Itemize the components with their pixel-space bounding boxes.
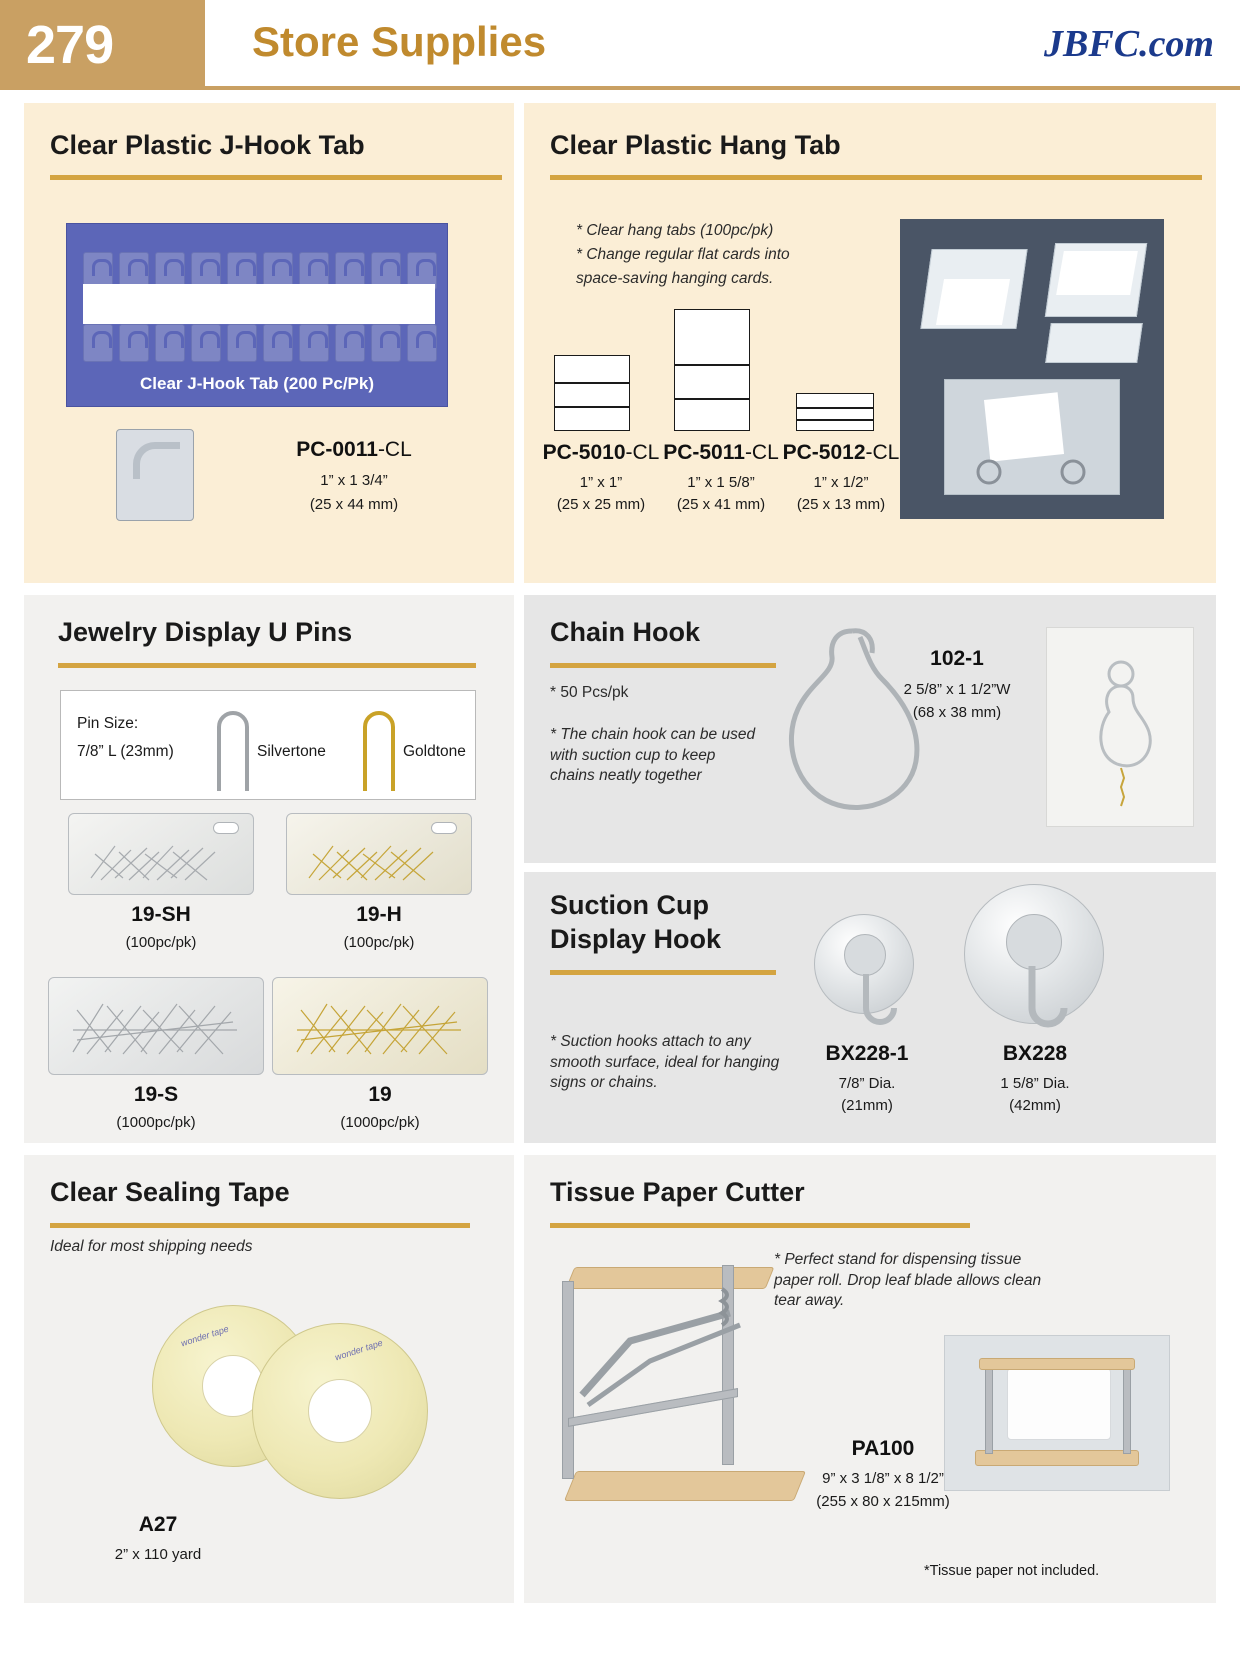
section-suction [524,872,1216,1143]
hangtab-code-2-suffix: -CL [865,441,900,464]
upins-code-3: 19 [368,1083,392,1106]
chainhook-dims-mm: (68 x 38 mm) [912,704,1002,721]
jhook-tab [155,324,185,362]
hangtab-dims-2-in: 1” x 1/2” [813,474,869,491]
section-chainhook-rule [550,663,776,668]
section-cutter [524,1155,1216,1603]
suction-cup-large-center [1006,914,1062,970]
hangtab-hook-illustration [945,380,1121,496]
section-tape-title: Clear Sealing Tape [50,1177,290,1207]
suction-code-1: BX228 [1002,1042,1068,1065]
jhook-white-strip [83,284,435,324]
suction-small-hook-icon [854,972,914,1042]
jhook-tab [227,324,257,362]
suction-dims-0-mm: (21mm) [841,1097,893,1114]
chainhook-note-2: * The chain hook can be used with suction cup to keep chains neatly together [550,726,756,785]
hangtab-card-5011 [674,309,750,431]
jhook-dims-in: 1” x 1 3/4” [320,472,388,489]
chainhook-code: 102-1 [930,647,984,670]
hangtab-dims-1-in: 1” x 1 5/8” [687,474,755,491]
jhook-tab [119,324,149,362]
upins-qty-3: (1000pc/pk) [340,1114,420,1131]
chainhook-dims-in: 2 5/8” x 1 1/2”W [903,681,1011,698]
jhook-tab [335,324,365,362]
suction-cup-small-center [844,934,886,976]
brand-logo: JBFC.com [1044,23,1214,65]
section-cutter-rule [550,1223,970,1228]
hangtab-liner-left [936,279,1010,325]
hangtab-card-5012 [796,393,874,431]
upins-finish-gold: Goldtone [403,743,466,760]
hangtab-dims-2-mm: (25 x 13 mm) [796,496,886,513]
hangtab-note-2: * Change regular flat cards into [576,246,790,263]
suction-note: * Suction hooks attach to any smooth surface, ideal for hanging signs or chains. [550,1033,780,1092]
section-suction-title-line1: Suction Cup [550,890,709,920]
hangtab-card-5010 [554,355,630,431]
section-chainhook [524,595,1216,863]
jhook-tab [299,324,329,362]
section-upins-title: Jewelry Display U Pins [58,617,353,647]
tape-code: A27 [138,1513,178,1536]
page-number: 279 [26,15,114,75]
section-chainhook-title: Chain Hook [550,617,701,647]
tissue-roll [1007,1368,1111,1440]
header-divider [0,86,1240,90]
upins-pack-19h [286,813,472,895]
pack-hang-hole [431,822,457,834]
page-header [0,0,1240,88]
silver-pins-fill [85,838,235,888]
jhook-tab [371,324,401,362]
cutter-note: * Perfect stand for dispensing tissue paper roll. Drop leaf blade allows clean tear away. [774,1251,1042,1310]
upins-pack-19sh [68,813,254,895]
cutter-footnote: *Tissue paper not included. [924,1563,1100,1579]
section-suction-rule [550,970,776,975]
section-jhook-rule [50,175,502,180]
pack-hang-hole [213,822,239,834]
chainhook-note-1: * 50 Pcs/pk [550,684,629,701]
suction-dims-1-in: 1 5/8” Dia. [1000,1075,1070,1092]
section-upins-rule [58,663,476,668]
jhook-product-photo [66,223,448,407]
hangtab-stack-right-lower [1045,323,1143,363]
section-cutter-title: Tissue Paper Cutter [550,1177,805,1207]
hangtab-code-0-suffix: -CL [625,441,660,464]
jhook-closeup-icon [116,429,194,521]
upins-qty-1: (100pc/pk) [343,934,415,951]
suction-code-0: BX228-1 [825,1042,909,1065]
jhook-tab [407,324,437,362]
hangtab-code-0-main: PC-5010 [542,441,626,464]
hangtab-dims-1-mm: (25 x 41 mm) [676,496,766,513]
upins-pinsize-value: 7/8” L (23mm) [77,743,174,760]
cutter-dims-mm: (255 x 80 x 215mm) [816,1493,950,1510]
upins-code-0: 19-SH [131,903,191,926]
suction-dims-1-mm: (42mm) [1009,1097,1061,1114]
tape-brand-text-front: wonder tape [333,1337,384,1363]
jhook-tab [83,324,113,362]
section-suction-title-line2: Display Hook [550,924,722,954]
jhook-code-main: PC-0011 [296,438,378,461]
hangtab-code-2-main: PC-5012 [782,441,866,464]
chainhook-application-photo [1046,627,1194,827]
tape-brand-text-back: wonder tape [179,1323,230,1349]
jhook-tab [263,324,293,362]
section-jhook-title: Clear Plastic J-Hook Tab [50,130,365,160]
section-tape [24,1155,514,1603]
cutter-photo-post-right [1123,1366,1131,1454]
section-hangtab-rule [550,175,1202,180]
upins-pinsize-label: Pin Size: [77,715,139,732]
section-jhook [24,103,514,583]
gold-pins-fill [303,838,453,888]
hangtab-dims-0-in: 1” x 1” [579,474,623,491]
silver-pins-bulk-fill [67,996,247,1062]
hangtab-note-1: * Clear hang tabs (100pc/pk) [576,222,774,239]
chainhook-photo-art [1047,628,1195,828]
upins-size-box [60,690,476,800]
hangtab-application-photo [944,379,1120,495]
section-tape-rule [50,1223,470,1228]
jhook-code [244,438,464,462]
hangtab-code-1-main: PC-5011 [663,441,745,464]
hangtab-product-photo [900,219,1164,519]
page-title: Store Supplies [252,18,547,65]
upins-code-1: 19-H [356,903,402,926]
jhook-dims-mm: (25 x 44 mm) [309,496,399,513]
cutter-code: PA100 [851,1437,915,1460]
gold-pins-bulk-fill [291,996,471,1062]
cutter-application-photo [944,1335,1170,1491]
cutter-photo-base [975,1450,1139,1466]
hangtab-liner-right [1056,251,1138,295]
suction-dims-0-in: 7/8” Dia. [838,1075,896,1092]
upins-finish-silver: Silvertone [257,743,326,760]
tape-dims: 2” x 110 yard [114,1546,202,1563]
cutter-dims-in: 9” x 3 1/8” x 8 1/2” [822,1470,944,1487]
section-hangtab-title: Clear Plastic Hang Tab [550,130,841,160]
upins-pack-19s [48,977,264,1075]
hangtab-code-1-suffix: -CL [744,441,779,464]
jhook-photo-caption: Clear J-Hook Tab (200 Pc/Pk) [140,374,374,393]
cutter-photo-top [979,1358,1135,1370]
upins-qty-0: (100pc/pk) [125,934,197,951]
tape-note: Ideal for most shipping needs [50,1238,253,1255]
section-upins [24,595,514,1143]
jhook-tab-row-bottom [83,324,437,362]
suction-large-hook-icon [1016,964,1086,1044]
tape-core-front [308,1379,372,1443]
jhook-code-suffix: -CL [377,438,412,461]
hangtab-note-3: space-saving hanging cards. [576,270,774,287]
upins-code-2: 19-S [133,1083,179,1106]
jhook-tab [191,324,221,362]
upins-pack-19 [272,977,488,1075]
hangtab-dims-0-mm: (25 x 25 mm) [556,496,646,513]
cutter-photo-post-left [985,1366,993,1454]
section-hangtab [524,103,1216,583]
upins-qty-2: (1000pc/pk) [116,1114,196,1131]
